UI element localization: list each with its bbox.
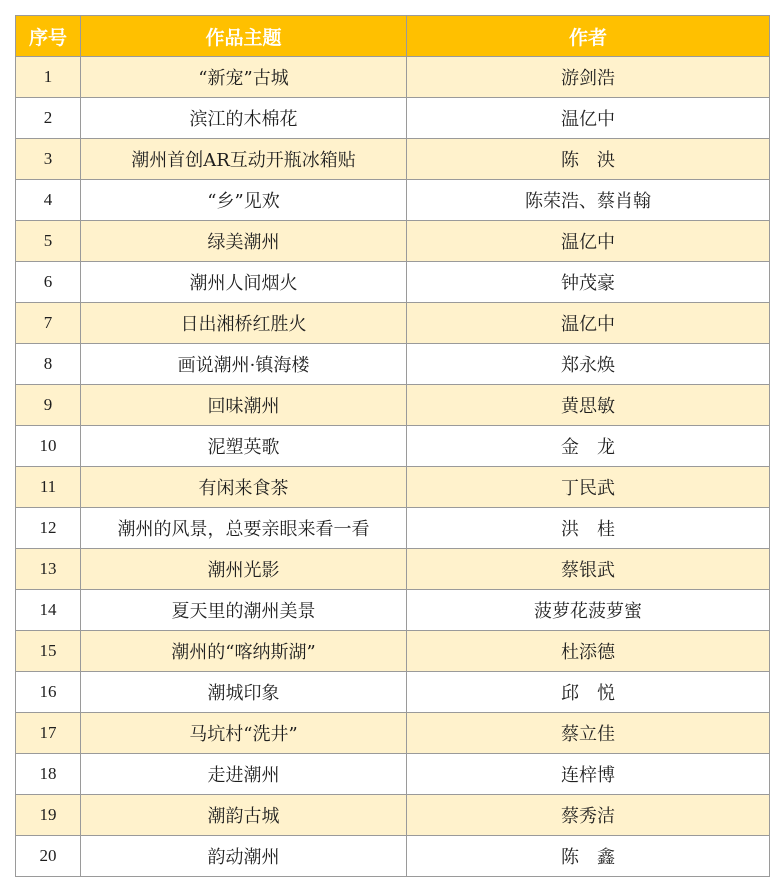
- cell-number: 1: [16, 57, 81, 98]
- cell-author: 郑永焕: [407, 344, 770, 385]
- table-row: [16, 303, 770, 344]
- table-row: [16, 180, 770, 221]
- cell-number: 4: [16, 180, 81, 221]
- cell-author: 丁民武: [407, 467, 770, 508]
- table-row: [16, 795, 770, 836]
- cell-number: 15: [16, 631, 81, 672]
- table-row: [16, 508, 770, 549]
- cell-title: 潮州光影: [81, 549, 407, 590]
- cell-title: 潮州首创AR互动开瓶冰箱贴: [81, 139, 407, 180]
- table-row: [16, 467, 770, 508]
- cell-author: 温亿中: [407, 221, 770, 262]
- cell-title: “乡”见欢: [81, 180, 407, 221]
- cell-number: 6: [16, 262, 81, 303]
- cell-number: 7: [16, 303, 81, 344]
- cell-author: 温亿中: [407, 98, 770, 139]
- cell-author: 蔡立佳: [407, 713, 770, 754]
- header-number: 序号: [16, 16, 81, 57]
- cell-number: 14: [16, 590, 81, 631]
- table-header-row: [16, 16, 770, 57]
- cell-number: 13: [16, 549, 81, 590]
- cell-author: 钟茂豪: [407, 262, 770, 303]
- works-table: [15, 15, 770, 877]
- cell-number: 18: [16, 754, 81, 795]
- cell-author: 陈 泱: [407, 139, 770, 180]
- table-row: [16, 262, 770, 303]
- cell-author: 蔡银武: [407, 549, 770, 590]
- cell-title: 韵动潮州: [81, 836, 407, 877]
- cell-number: 5: [16, 221, 81, 262]
- table-row: [16, 426, 770, 467]
- cell-title: 走进潮州: [81, 754, 407, 795]
- table-row: [16, 221, 770, 262]
- cell-author: 蔡秀洁: [407, 795, 770, 836]
- cell-author: 温亿中: [407, 303, 770, 344]
- cell-title: 潮韵古城: [81, 795, 407, 836]
- cell-title: 画说潮州·镇海楼: [81, 344, 407, 385]
- table-row: [16, 754, 770, 795]
- cell-title: 回味潮州: [81, 385, 407, 426]
- cell-title: 有闲来食茶: [81, 467, 407, 508]
- cell-title: 泥塑英歌: [81, 426, 407, 467]
- cell-title: 滨江的木棉花: [81, 98, 407, 139]
- table-row: [16, 590, 770, 631]
- table-row: [16, 139, 770, 180]
- cell-title: 日出湘桥红胜火: [81, 303, 407, 344]
- cell-author: 游剑浩: [407, 57, 770, 98]
- cell-number: 10: [16, 426, 81, 467]
- table-row: [16, 672, 770, 713]
- cell-author: 杜添德: [407, 631, 770, 672]
- table-row: [16, 57, 770, 98]
- cell-title: 夏天里的潮州美景: [81, 590, 407, 631]
- table-row: [16, 631, 770, 672]
- table-row: [16, 98, 770, 139]
- cell-number: 16: [16, 672, 81, 713]
- cell-number: 19: [16, 795, 81, 836]
- cell-author: 金 龙: [407, 426, 770, 467]
- cell-author: 陈 鑫: [407, 836, 770, 877]
- table-row: [16, 549, 770, 590]
- cell-author: 连梓博: [407, 754, 770, 795]
- header-author: 作者: [407, 16, 770, 57]
- cell-title: “新宠”古城: [81, 57, 407, 98]
- cell-number: 2: [16, 98, 81, 139]
- cell-title: 马坑村“洗井”: [81, 713, 407, 754]
- cell-title: 潮州的风景，总要亲眼来看一看: [81, 508, 407, 549]
- cell-author: 陈荣浩、蔡肖翰: [407, 180, 770, 221]
- cell-author: 菠萝花菠萝蜜: [407, 590, 770, 631]
- cell-title: 潮州的“喀纳斯湖”: [81, 631, 407, 672]
- table-row: [16, 344, 770, 385]
- cell-number: 8: [16, 344, 81, 385]
- cell-author: 黄思敏: [407, 385, 770, 426]
- cell-number: 20: [16, 836, 81, 877]
- cell-number: 17: [16, 713, 81, 754]
- table-row: [16, 385, 770, 426]
- cell-author: 洪 桂: [407, 508, 770, 549]
- cell-title: 潮州人间烟火: [81, 262, 407, 303]
- cell-number: 12: [16, 508, 81, 549]
- table-row: [16, 836, 770, 877]
- cell-author: 邱 悦: [407, 672, 770, 713]
- works-table-container: [15, 15, 769, 877]
- cell-number: 11: [16, 467, 81, 508]
- cell-number: 3: [16, 139, 81, 180]
- cell-number: 9: [16, 385, 81, 426]
- cell-title: 绿美潮州: [81, 221, 407, 262]
- cell-title: 潮城印象: [81, 672, 407, 713]
- table-row: [16, 713, 770, 754]
- header-title: 作品主题: [81, 16, 407, 57]
